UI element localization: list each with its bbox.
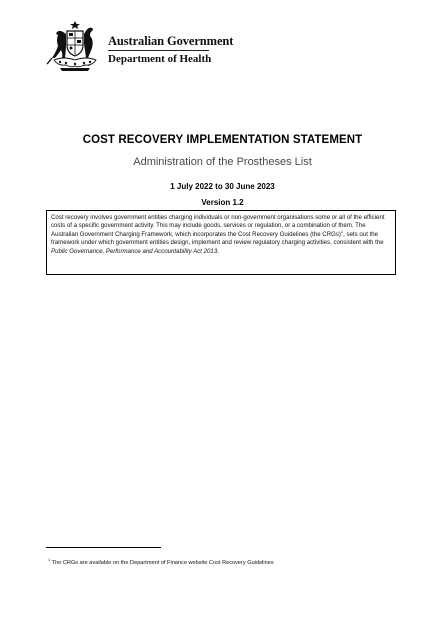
agency-line-2: Department of Health: [108, 53, 212, 65]
footnote-text: The CRGs are available on the Department of Finance website Cost Recovery Guidelines: [50, 560, 274, 566]
document-subtitle: Administration of the Prostheses List: [133, 156, 312, 168]
intro-text-part-1: Cost recovery involves government entities charging individuals or non-government organisations some or all of the efficient costs of a specific government activity. This may include goods, services or regulation, or a combination of them. The Australian Government Charging Framework, which incorporates the Cost Recovery Guidelines (the CRGs): [51, 214, 385, 238]
intro-text-part-2: , sets out the framework under which government entities design, implement and review regulatory charging activities, consistent with the: [51, 230, 384, 247]
intro-text-end: .: [217, 247, 219, 255]
agency-name-block: [108, 34, 233, 66]
intro-text-box: [46, 210, 396, 275]
document-date-range: 1 July 2022 to 30 June 2023: [170, 182, 275, 191]
agency-line-1: Australian Government: [108, 34, 234, 48]
coat-of-arms-icon: [46, 20, 104, 72]
agency-divider: [108, 50, 209, 51]
act-name: Public Governance, Performance and Accountability Act 2013: [51, 247, 218, 255]
document-version: Version 1.2: [201, 198, 244, 207]
government-logo: [46, 20, 234, 72]
document-title: COST RECOVERY IMPLEMENTATION STATEMENT: [82, 134, 363, 146]
footnote-marker: 1: [48, 557, 51, 563]
footnote-separator: [46, 547, 161, 548]
footnote-reference: 1: [340, 228, 344, 234]
footnote: [48, 557, 274, 566]
intro-paragraph: [51, 214, 391, 256]
